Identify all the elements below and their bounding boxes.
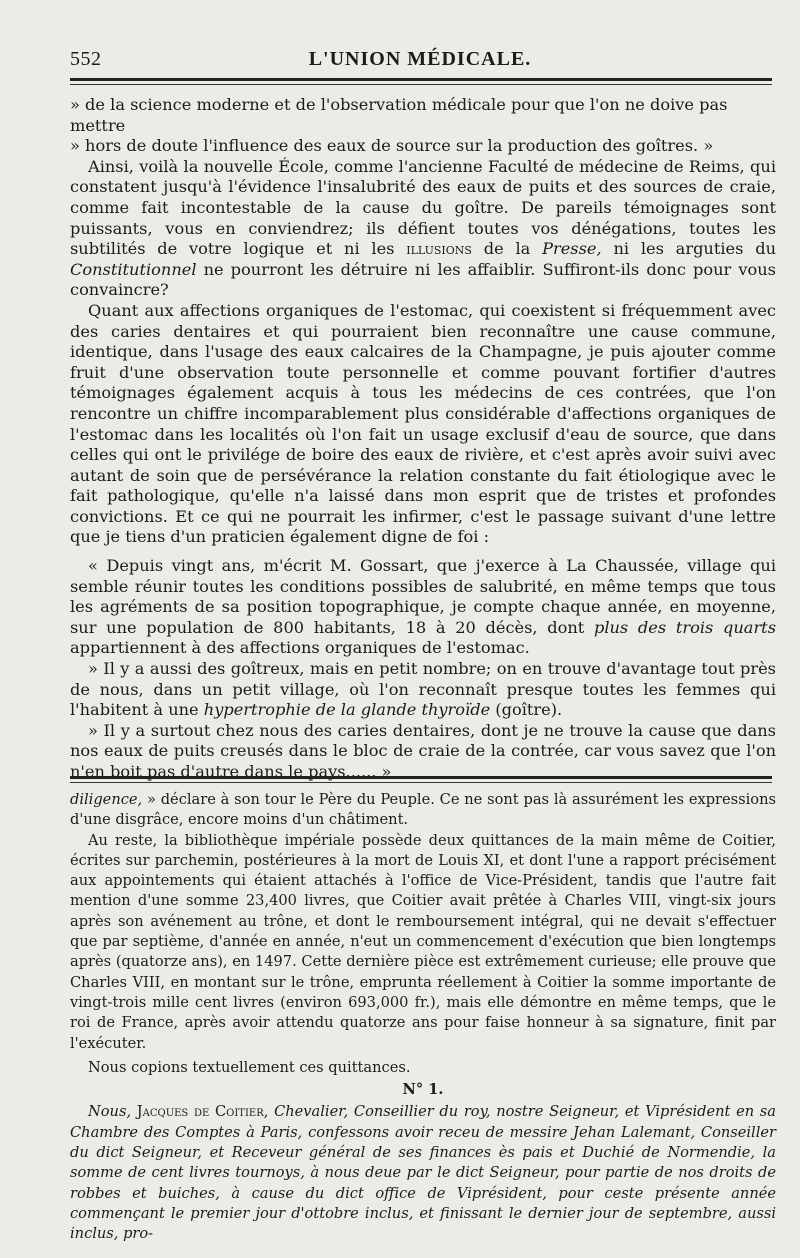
paragraph: Ainsi, voilà la nouvelle École, comme l'ancienne Faculté de médecine de Reims, qui constatent jusqu'à l'évidence l'insalubrité des eaux de puits et des sources de craie, comme fait incontestable de la cause du goître. De pareils témoignages sont puissants, vous en conviendrez; ils défient toutes vos dénégations, toutes les subtilités de votre logique et ni les illusions de la Presse, ni les arguties du Constitutionnel ne pourront les détruire ni les affaiblir. Suffiront-ils donc pour vous convaincre? [70,156,776,300]
letter-quote: » Il y a surtout chez nous des caries dentaires, dont je ne trouve la cause que dans nos eaux de puits creusés dans le bloc de craie de la contrée, car vous savez que l'on n'en boit pas d'autre dans le pays...... » [70,720,776,781]
header-rule [70,78,772,81]
page-number: 552 [70,48,102,70]
footnote-paragraph: Au reste, la bibliothèque impériale possède deux quittances de la main même de Coitier, écrites sur parchemin, postérieures à la mort de Louis XI, et dont l'une a rapport précisément aux appointements qui étaient attachés à l'office de Vice-Président, tandis que l'autre fait mention d'une somme 23,400 livres, que Coitier avait prêtée à Charles VIII, vingt-six jours après son avénement au trône, et dont le remboursement intégral, qui ne devait s'effectuer que par septième, d'année en année, n'eut un commencement d'exécution que bien longtemps après (quatorze ans), en 1497. Cette dernière pièce est extrêmement curieuse; elle prouve que Charles VIII, en montant sur le trône, emprunta réellement à Coitier la somme importante de vingt-trois mille cent livres (environ 693,000 fr.), mais elle démontre en même temps, que le roi de France, après avoir attendu quatorze ans pour faise honneur à sa signature, finit par l'exécuter. [70,831,776,1052]
illusions-word: illusions [406,239,472,259]
letter-quote: » Il y a aussi des goîtreux, mais en petit nombre; on en trouve d'avantage tout près de nous, dans un petit village, où l'on reconnaît presque toutes les femmes qui l'habitent à une hypertrophie de la glande thyroïde (goître). [70,659,776,720]
footnote-text [70,790,776,1245]
paragraph: Quant aux affections organiques de l'estomac, qui coexistent si fréquemment avec des caries dentaires et qui pourraient bien reconnaître une cause commune, identique, dans l'usage des eaux calcaires de la Champagne, je puis ajouter comme fruit d'une observation toute personnelle et comme pouvant fortifier d'autres témoignages également acquis à tous les médecins de ces contrées, que l'on rencontre un chiffre incomparablement plus considérable d'affections organiques de l'estomac dans les localités où l'on fait un usage exclusif d'eau de source, que dans celles qui ont le privilége de boire des eaux de rivière, et c'est après avoir suivi avec autant de soin que de persévérance la relation constante du fait étiologique avec le fait pathologique, qu'elle n'a laissé dans mon esprit que de tristes et profondes convictions. Et ce qui ne pourrait les infirmer, c'est le passage suivant d'une lettre que je tiens d'un praticien également digne de foi : [70,300,776,547]
running-header [70,48,770,76]
quote-line: » de la science moderne et de l'observation médicale pour que l'on ne doive pas mettre [70,95,728,135]
footnote-rule-thin [70,782,772,783]
journal-title: L'UNION MÉDICALE. [308,48,532,70]
constitutionnel-title: Constitutionnel [70,259,197,279]
main-text [70,95,776,783]
footnote-paragraph: diligence, » déclare à son tour le Père du Peuple. Ce ne sont pas là assurément les expressions d'une disgrâce, encore moins d'un châtiment. [70,791,776,829]
header-rule-thin [70,84,772,85]
quittance-text: Nous, Jacques de Coitier, Chevalier, Conseillier du roy, nostre Seigneur, et Viprésident en sa Chambre des Comptes à Paris, confessons avoir receu de messire Jehan Lalemant, Conseiller du dict Seigneur, et Receveur général de ses finances ès pais et Duchié de Normendie, la somme de cent livres tournoys, à nous deue par le dict Seigneur, pour partie de nos droits de robbes et buiches, à cause du dict office de Viprésident, pour ceste présente année commençant le premier jour d'ottobre inclus, et finissant le dernier jour de septembre, aussi inclus, pro- [70,1103,776,1243]
footnote-paragraph: Nous copions textuellement ces quittances. [88,1058,411,1076]
footnote-rule [70,776,772,779]
quote-line: » hors de doute l'influence des eaux de source sur la production des goîtres. » [70,136,714,156]
letter-quote: « Depuis vingt ans, m'écrit M. Gossart, que j'exerce à La Chaussée, village qui semble réunir toutes les conditions possibles de salubrité, en même temps que tous les agréments de sa position topographique, je compte chaque année, en moyenne, sur une population de 800 habitants, 18 à 20 décès, dont plus des trois quarts appartiennent à des affections organiques de l'estomac. [70,556,776,658]
document-number: N° 1. [402,1081,444,1099]
presse-title: Presse, [542,239,602,259]
